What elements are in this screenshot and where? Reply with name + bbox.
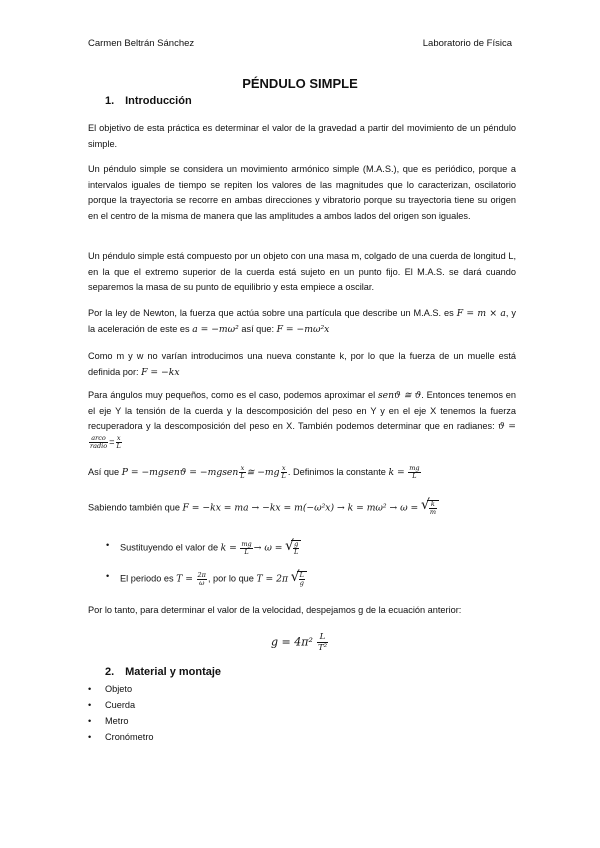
section-title: Introducción: [125, 95, 192, 107]
paragraph-newton: [88, 306, 516, 337]
list-item-text: Cuerda: [105, 700, 136, 710]
text-por-lo-que: , por lo que: [207, 573, 254, 584]
equation-omega-sub: → ω =: [253, 542, 283, 554]
bullet-dot: •: [88, 700, 92, 710]
text-sabiendo: Sabiendo también que: [88, 502, 180, 513]
sqrt-g-L: √ $\frac{g}{L}$: [285, 540, 301, 556]
equation-period-2: T = 2π: [256, 573, 289, 585]
text-spring-intro: Como m y w no varían introducimos una nueva constante k, por lo que la fuerza de un muelle está definida por:: [88, 351, 516, 377]
bullet-period-text: [120, 571, 307, 587]
frac-num: arco: [89, 435, 108, 443]
section-title: Material y montaje: [125, 666, 222, 678]
paragraph-omega-derivation: [88, 497, 516, 517]
bullet-substitute-text: [120, 540, 301, 556]
equation-approx: senϑ ≅ ϑ: [377, 390, 422, 401]
list-item-text: Metro: [105, 716, 129, 726]
frac-den: L: [294, 548, 299, 556]
fraction-x-L-3: [281, 465, 287, 480]
frac-den: L: [412, 472, 417, 481]
paragraph-objective: El objetivo de esta práctica es determinar el valor de la gravedad a partir del movimiento de un péndulo simple.: [88, 123, 516, 149]
frac-num: L: [317, 632, 328, 643]
paragraph-small-angles: Para ángulos muy pequeños, como es el caso, podemos aproximar el senϑ ≅ ϑ. Entonces tenemos en el eje Y la tensión de la cuerda y la descomposición del peso en Y y en el eje X tenemos la fuerza recuperadora y la descomposición del peso en X. También podemos determinar que en radianes: ϑ = $\frac{\text{arco}}{\text{radio}}$ = $\frac{x}{L}$: [88, 390, 516, 450]
equation-k-def: k =: [388, 467, 405, 478]
equation-force-pend-approx: ≅ −mg: [246, 467, 280, 478]
frac-den: T²: [317, 643, 328, 653]
fraction-L-T2: [317, 632, 328, 653]
equation-accel: a = −mω²: [192, 323, 239, 335]
frac-den: L: [244, 547, 249, 556]
frac-num: x: [281, 464, 286, 473]
equation-chain: F = −kx = ma → −kx = m(−ω²x) → k = mω² → ω =: [182, 502, 419, 514]
fraction-mg-L: [408, 465, 420, 480]
frac-num: k: [429, 501, 437, 509]
fraction-2pi-omega: [197, 572, 207, 587]
frac-den: ω: [199, 578, 205, 587]
frac-num: 2π: [197, 570, 206, 579]
fraction-x-L-2: [239, 465, 245, 480]
equation-period: T =: [176, 573, 193, 585]
frac-num: mg: [409, 464, 420, 473]
fraction-mg-L-2: [240, 541, 252, 556]
bullet-dot: •: [88, 716, 92, 726]
section-number: 2.: [105, 666, 115, 678]
frac-den: radio: [90, 441, 108, 450]
text-newton-intro: Por la ley de Newton, la fuerza que actúa sobre una partícula que describe un M.A.S. es: [88, 308, 454, 318]
bullet-dot: •: [106, 540, 110, 550]
paragraph-pendulum-composition: Un péndulo simple está compuesto por un objeto con una masa m, colgado de una cuerda de longitud L, en la que el extremo superior de la cuerda está sujeto en un punto fijo. El M.A.S. se dará cuando separemos la masa de su punto de equilibrio y esta empiece a oscilar.: [88, 251, 516, 292]
frac-num: g: [294, 540, 299, 548]
frac-num: x: [116, 433, 121, 442]
section-heading-introduccion: [105, 95, 192, 107]
bullet-dot: •: [106, 571, 110, 581]
text-small-angles: Para ángulos muy pequeños, como es el caso, podemos aproximar el: [88, 390, 376, 400]
equation-k-def-2: k =: [220, 542, 237, 554]
frac-den: m: [429, 508, 436, 516]
equation-spring: F = −kx: [141, 366, 180, 378]
frac-den: L: [240, 472, 245, 481]
header-course: Laboratorio de Física: [422, 38, 512, 49]
list-item-text: Cronómetro: [105, 732, 154, 742]
header-author: Carmen Beltrán Sánchez: [88, 38, 195, 49]
text-periodo: El periodo es: [120, 573, 174, 584]
fraction-x-L: [116, 435, 122, 450]
equation-force-pend: P = −mgsenϑ = −mgsen: [121, 467, 239, 478]
bullet-dot: •: [88, 732, 92, 742]
list-item-text: Objeto: [105, 684, 133, 694]
text-accel-intro: , y la aceleración de este es: [88, 308, 516, 334]
frac-num: x: [240, 464, 245, 473]
paragraph-mas-definition: Un péndulo simple se considera un movimiento armónico simple (M.A.S.), que es periódico, porque a intervalos iguales de tiempo se repiten los valores de las magnitudes que lo caracterizan, oscilatorio porque la trayectoria se recorre en ambas direcciones y vibratorio porque su trayectoria tiene su origen en el centro de la misma de manera que las amplitudes a ambos lados del origen son iguales.: [88, 164, 516, 221]
frac-den: L: [116, 441, 121, 450]
equation-newton: F = m × a: [456, 308, 506, 319]
equation-g-lhs: g = 4π²: [270, 635, 313, 649]
section-number: 1.: [105, 95, 115, 107]
equation-force-mas: F = −mω²x: [276, 323, 330, 335]
section-heading-material: [105, 666, 221, 678]
paragraph-pendulum-force: [88, 465, 516, 481]
frac-num: L: [299, 571, 304, 579]
text-asi-que: así que:: [241, 323, 275, 334]
fraction-arco-radio: [89, 435, 108, 450]
text-sustituyendo: Sustituyendo el valor de: [120, 542, 219, 553]
sqrt-k-m: √ $\frac{k}{m}$: [421, 500, 439, 517]
equation-gravity: [0, 632, 600, 653]
bullet-dot: •: [88, 684, 92, 694]
frac-den: L: [281, 472, 286, 481]
text-asi-que-2: Así que: [88, 467, 120, 477]
sqrt-L-g: √ $\frac{L}{g}$: [291, 571, 307, 587]
frac-den: g: [299, 579, 304, 587]
document-title: PÉNDULO SIMPLE: [242, 76, 358, 91]
frac-num: mg: [241, 539, 252, 548]
paragraph-spring: [88, 349, 516, 380]
paragraph-conclusion: Por lo tanto, para determinar el valor de la velocidad, despejamos g de la ecuación anterior:: [88, 605, 462, 615]
text-define-k: . Definimos la constante: [287, 467, 386, 477]
text-axes: . Entonces tenemos en el eje Y la tensión de la cuerda y la descomposición del peso en Y y en el eje X tenemos la fuerza recuperadora y la descomposición del peso en X. También podemos determinar que en radianes:: [88, 390, 516, 431]
equation-angle-lhs: ϑ =: [498, 421, 516, 432]
